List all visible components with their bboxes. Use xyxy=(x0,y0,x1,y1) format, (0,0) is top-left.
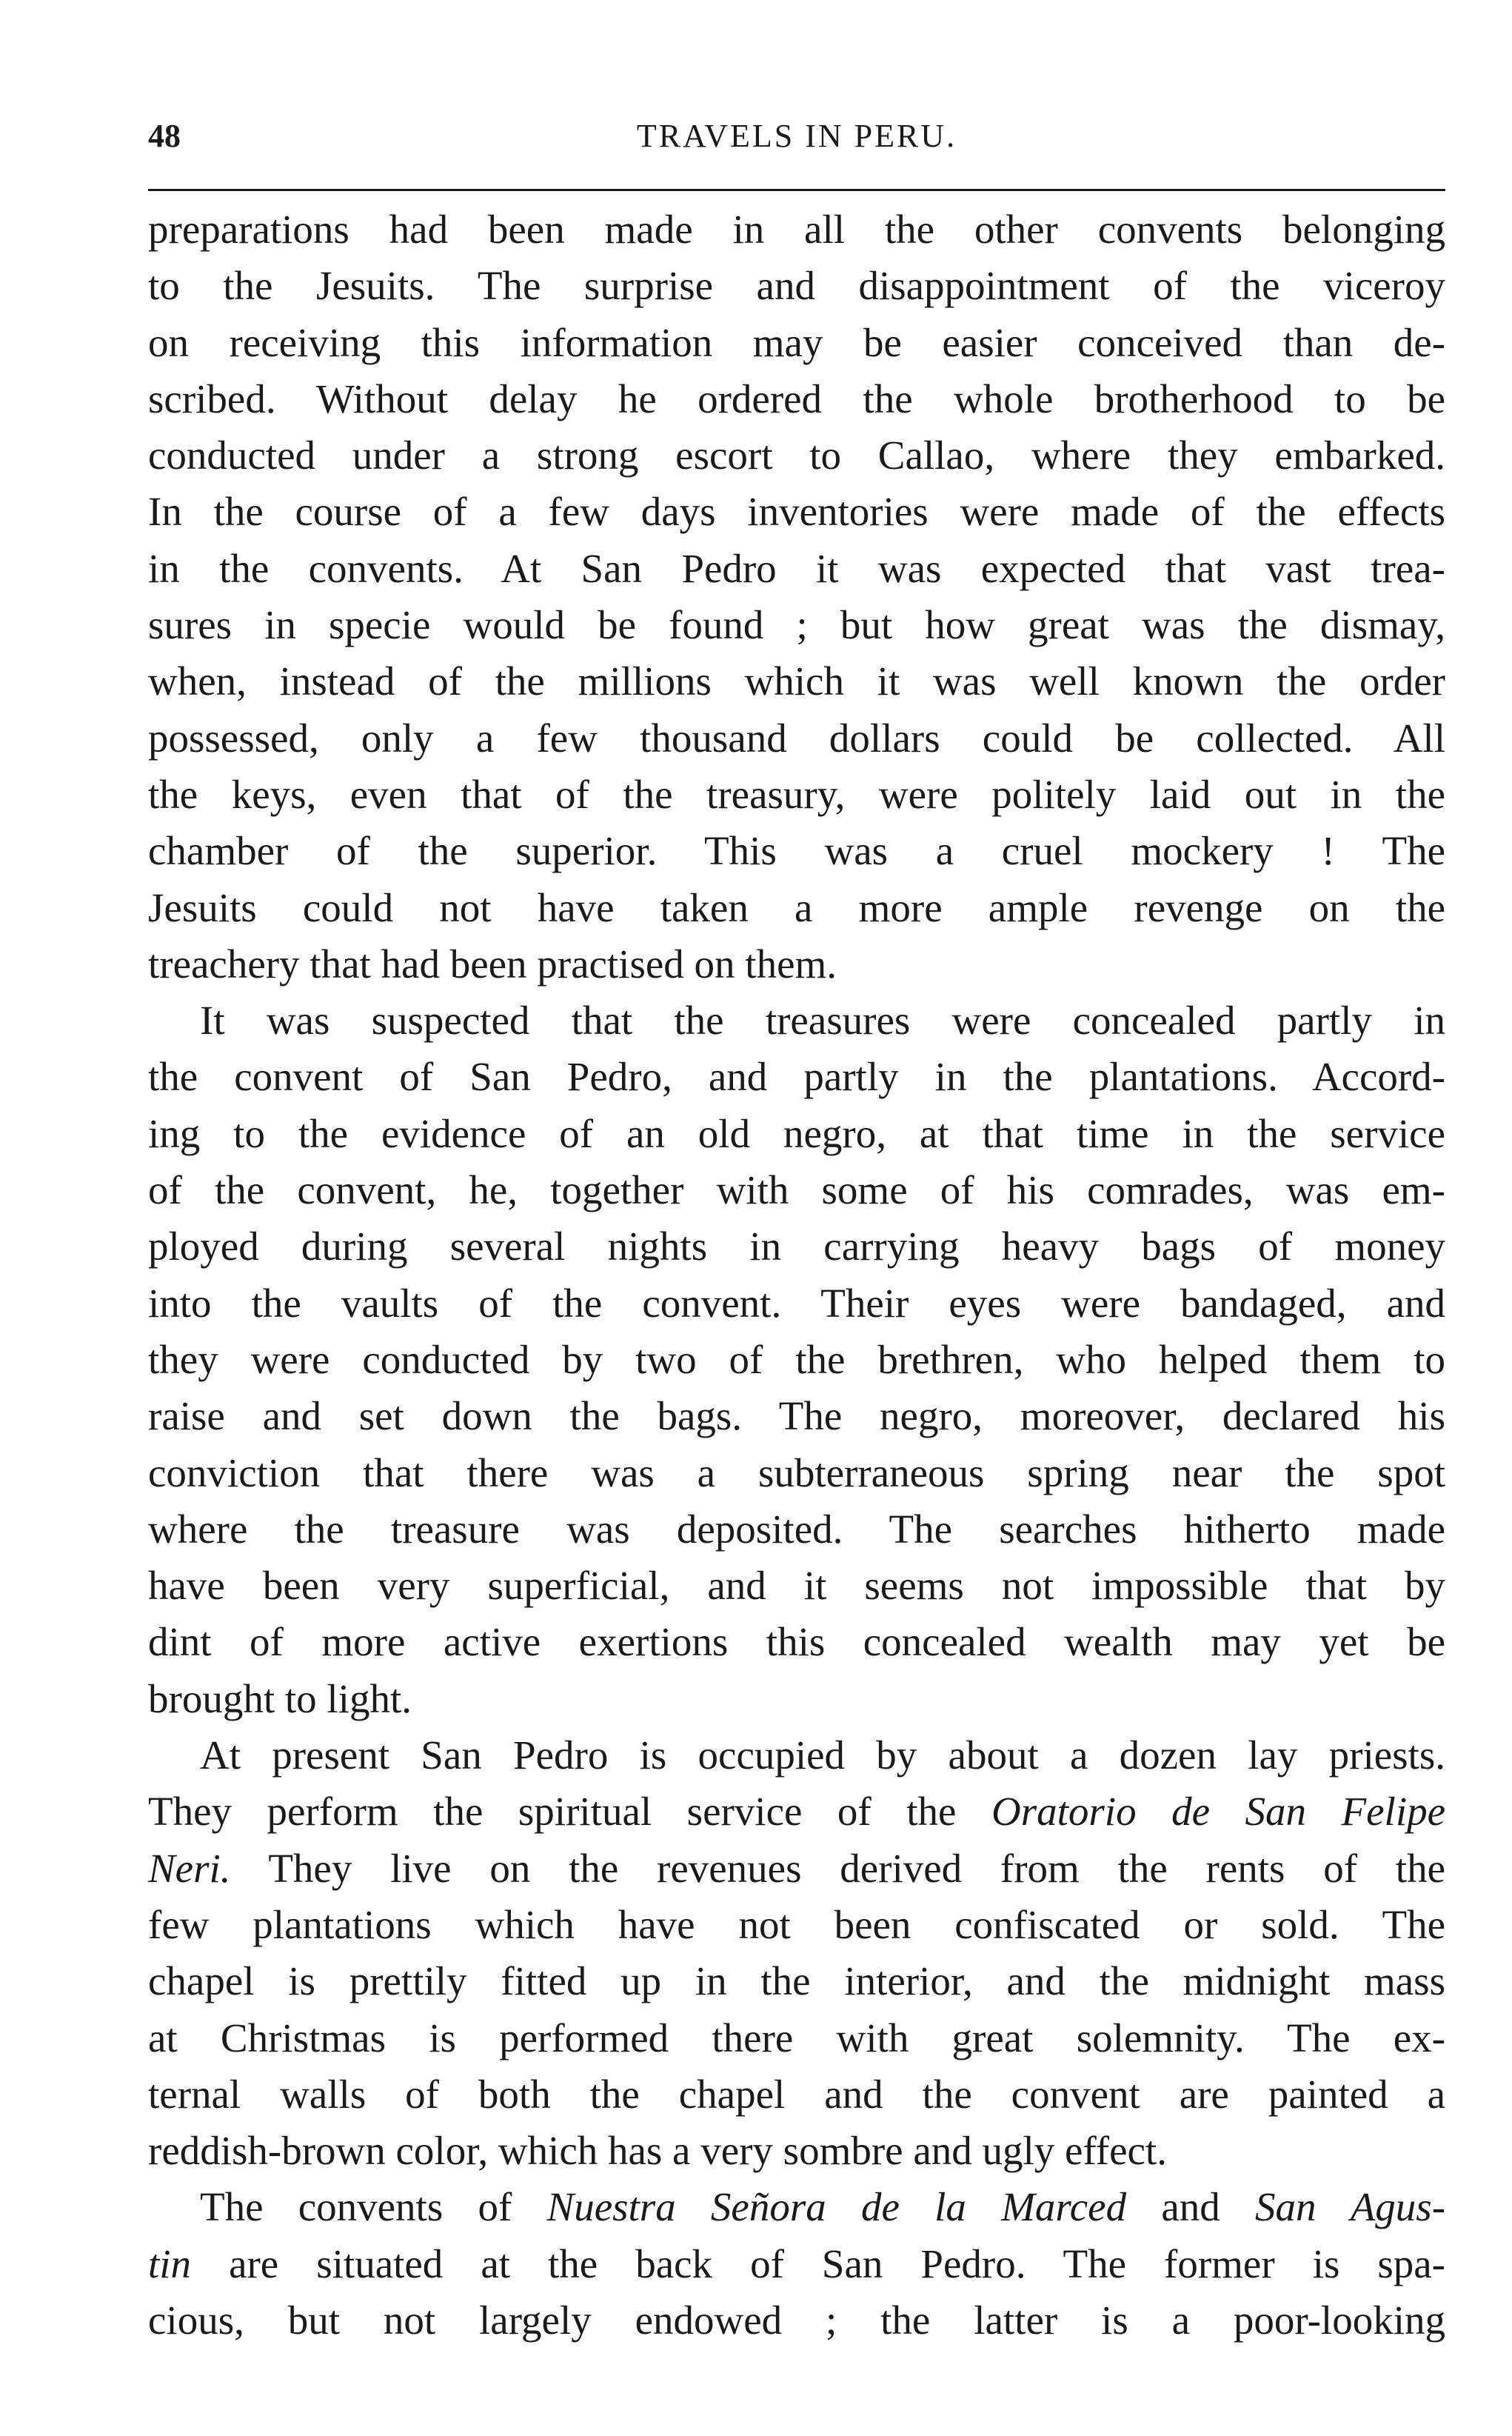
text-line: ing to the evidence of an old negro, at that time in the service xyxy=(148,1110,1445,1156)
text-line: possessed, only a few thousand dollars could be collected. All xyxy=(148,715,1445,761)
text-line: into the vaults of the convent. Their eyes were bandaged, and xyxy=(148,1280,1445,1326)
page-number: 48 xyxy=(148,118,181,154)
italic-phrase: tin xyxy=(148,2240,192,2286)
text-line: when, instead of the millions which it was well known the order xyxy=(148,658,1445,704)
italic-phrase: San Agus- xyxy=(1254,2184,1446,2230)
text-line: chapel is prettily fitted up in the interior, and the midnight mass xyxy=(148,1958,1445,2004)
text-line: ployed during several nights in carrying heavy bags of money xyxy=(148,1224,1445,1269)
italic-phrase: Neri. xyxy=(148,1845,231,1891)
body-text xyxy=(148,201,1445,2349)
text-line xyxy=(148,2236,1445,2292)
text-segment: They perform the spiritual service of the xyxy=(148,1789,957,1835)
text-line: have been very superficial, and it seems not impossible that by xyxy=(148,1563,1445,1609)
italic-phrase: Oratorio de San Felipe xyxy=(991,1789,1446,1835)
text-line: It was suspected that the treasures were concealed partly in xyxy=(200,998,1445,1044)
text-line: on receiving this information may be easier conceived than de- xyxy=(148,319,1445,365)
text-line: sures in specie would be found ; but how great was the dismay, xyxy=(148,602,1445,648)
text-line: to the Jesuits. The surprise and disappointment of the viceroy xyxy=(148,263,1445,309)
text-line: Jesuits could not have taken a more ample revenge on the xyxy=(148,884,1445,930)
text-segment: The convents of xyxy=(200,2184,512,2230)
text-line: treachery that had been practised on them. xyxy=(148,941,837,987)
text-line: few plantations which have not been confiscated or sold. The xyxy=(148,1901,1445,1947)
text-segment: They live on the revenues derived from the rents of the xyxy=(268,1845,1445,1891)
text-line: the keys, even that of the treasury, were politely laid out in the xyxy=(148,771,1445,817)
text-line xyxy=(148,2179,1445,2235)
text-line: cious, but not largely endowed ; the latter is a poor-looking xyxy=(148,2297,1445,2343)
text-line: In the course of a few days inventories were made of the effects xyxy=(148,489,1445,535)
text-line: at Christmas is performed there with great solemnity. The ex- xyxy=(148,2015,1445,2060)
text-line: where the treasure was deposited. The searches hitherto made xyxy=(148,1506,1445,1552)
text-line: the convent of San Pedro, and partly in the plantations. Accord- xyxy=(148,1054,1445,1100)
text-line: preparations had been made in all the other convents belonging xyxy=(148,207,1445,252)
text-line xyxy=(148,1783,1445,1840)
text-line: At present San Pedro is occupied by about a dozen lay priests. xyxy=(200,1732,1445,1778)
text-line: scribed. Without delay he ordered the whole brotherhood to be xyxy=(148,376,1445,421)
header-rule xyxy=(148,189,1445,191)
text-line: conviction that there was a subterraneous spring near the spot xyxy=(148,1449,1445,1495)
text-line: chamber of the superior. This was a cruel mockery ! The xyxy=(148,828,1445,874)
text-line: raise and set down the bags. The negro, moreover, declared his xyxy=(148,1393,1445,1439)
text-line: brought to light. xyxy=(148,1675,412,1721)
text-line xyxy=(148,1841,1445,1897)
text-segment: are situated at the back of San Pedro. The former is spa- xyxy=(229,2240,1446,2286)
italic-phrase: Nuestra Señora de la Marced xyxy=(546,2184,1127,2230)
text-line: in the convents. At San Pedro it was expected that vast trea- xyxy=(148,545,1445,591)
text-line: they were conducted by two of the brethren, who helped them to xyxy=(148,1336,1445,1382)
text-line: of the convent, he, together with some of his comrades, was em- xyxy=(148,1167,1445,1213)
text-line: reddish-brown color, which has a very sombre and ugly effect. xyxy=(148,2128,1167,2174)
text-line: ternal walls of both the chapel and the convent are painted a xyxy=(148,2071,1445,2117)
page-header xyxy=(148,117,1445,161)
text-segment: and xyxy=(1161,2184,1220,2230)
text-line: conducted under a strong escort to Callao, where they embarked. xyxy=(148,433,1445,478)
running-head: TRAVELS IN PERU. xyxy=(636,118,957,154)
text-line: dint of more active exertions this concealed wealth may yet be xyxy=(148,1619,1445,1665)
